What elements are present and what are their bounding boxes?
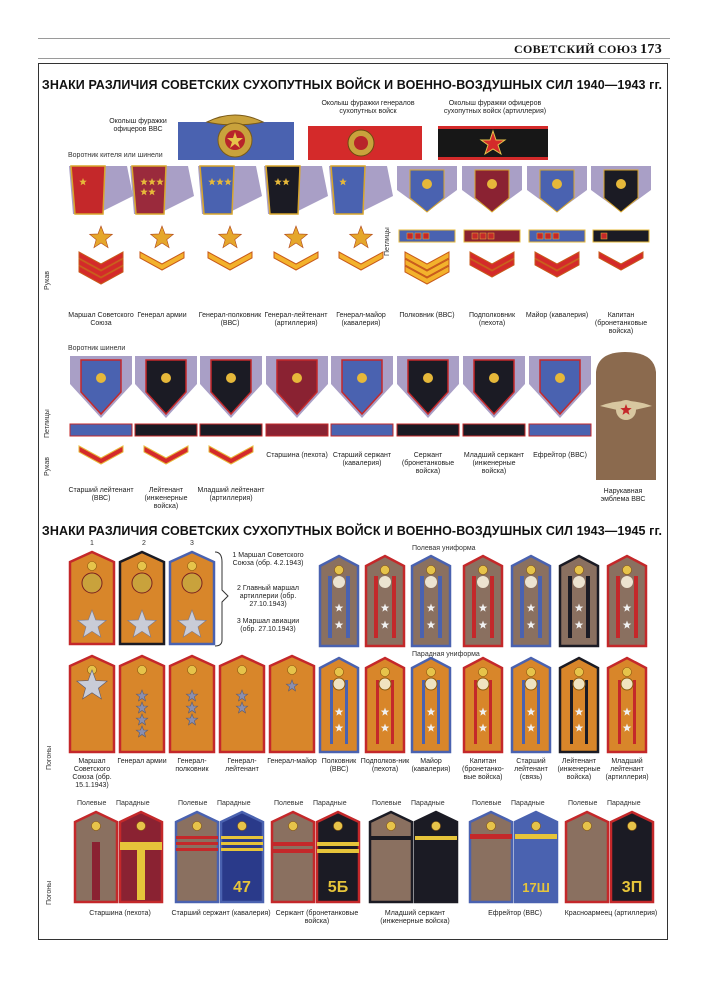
- field-officer-board-2-button: [427, 566, 436, 575]
- field-uniform-label: Полевая униформа: [412, 545, 476, 552]
- parade-label-3: Парадные: [411, 800, 445, 807]
- section-name: СОВЕТСКИЙ СОЮЗ: [514, 42, 638, 56]
- section1-title: ЗНАКИ РАЗЛИЧИЯ СОВЕТСКИХ СУХОПУТНЫХ ВОЙСК И ВОЕННО-ВОЗДУШНЫХ СИЛ 1940—1943 гг.: [41, 78, 663, 92]
- field-stripe-6: [616, 576, 620, 638]
- parade-label-4: Парадные: [511, 800, 545, 807]
- rank-caption-nco-4: Ефрейтор (ВВС): [533, 452, 587, 459]
- arm-emblem-icon: [425, 678, 437, 690]
- field-stripe-0: [328, 576, 332, 638]
- rank-caption-nco-1: Старший сержант (кавалерия): [332, 452, 392, 467]
- parade-officer-board-5-button: [575, 668, 584, 677]
- greatcoat-collar-label: Воротник шинели: [68, 345, 126, 352]
- enlisted-parade-board-5-button: [628, 822, 637, 831]
- rank-caption-1940-5: Полковник (ВВС): [399, 312, 455, 319]
- marshal-emblem-icon: [82, 573, 102, 593]
- enlisted-caption-5: Красноармеец (артиллерия): [564, 910, 658, 917]
- field-label-4: Полевые: [472, 800, 502, 807]
- parade-bar: [415, 836, 457, 840]
- parade-stripe-0: [330, 680, 333, 744]
- rank-caption-1940-0: Маршал Советского Союза: [68, 312, 134, 327]
- enlisted-parade-board-2-button: [334, 822, 343, 831]
- rank-caption-1943-1: Генерал армии: [117, 758, 167, 765]
- rank-caption-sleeve-1: Лейтенант (инженерные войска): [144, 487, 188, 510]
- marshal-emblem-icon: [132, 573, 152, 593]
- rank-caption-1943-6: Подполков-ник (пехота): [360, 758, 410, 773]
- sleeve-label-2: Рукав: [44, 457, 51, 476]
- arm-emblem-icon: [477, 576, 489, 588]
- parade-officer-board-1-button: [381, 668, 390, 677]
- rank-caption-1943-9: Старший лейтенант (связь): [514, 758, 548, 781]
- parade-uniform-label: Парадная униформа: [412, 651, 480, 658]
- parade-bar: [317, 842, 359, 846]
- field-bar: [272, 849, 314, 853]
- rank-caption-1940-2: Генерал-полковник (ВВС): [198, 312, 262, 327]
- rank-caption-1940-3: Генерал-лейтенант (артиллерия): [264, 312, 328, 327]
- parade-stripe-4: [537, 680, 540, 744]
- rank-caption-1940-4: Генерал-майор (кавалерия): [336, 312, 386, 327]
- parade-bar: [221, 842, 263, 845]
- enlisted-parade-board-0-button: [137, 822, 146, 831]
- enlisted-field-board-1-button: [193, 822, 202, 831]
- marshal-board-2-button: [138, 562, 147, 571]
- parade-label-2: Парадные: [313, 800, 347, 807]
- parade-stripe-2: [437, 680, 440, 744]
- enlisted-caption-2: Сержант (бронетанковые войска): [275, 910, 359, 925]
- general-board-2-button: [188, 666, 197, 675]
- parade-officer-board-0-button: [335, 668, 344, 677]
- marshal-note-1: 1 Маршал Советского Союза (обр. 4.2.1943): [232, 552, 304, 567]
- parade-bar: [137, 842, 145, 900]
- field-stripe-4: [538, 576, 542, 638]
- parade-stripe-1: [391, 680, 394, 744]
- parade-officer-board-2-button: [427, 668, 436, 677]
- enlisted-caption-4: Ефрейтор (ВВС): [488, 910, 542, 917]
- arm-emblem-icon: [333, 678, 345, 690]
- parade-stripe-1: [376, 680, 379, 744]
- field-officer-board-5-button: [575, 566, 584, 575]
- field-officer-board-1-button: [381, 566, 390, 575]
- parade-stripe-2: [422, 680, 425, 744]
- field-label-2: Полевые: [274, 800, 304, 807]
- parade-stripe-5: [585, 680, 588, 744]
- arm-emblem-icon: [425, 576, 437, 588]
- arm-emblem-icon: [621, 576, 633, 588]
- arm-badge-caption: Нарукавная эмблема ВВС: [600, 488, 646, 503]
- arm-emblem-icon: [573, 576, 585, 588]
- tabs-label-1: Петлицы: [384, 227, 391, 256]
- arm-emblem-icon: [621, 678, 633, 690]
- field-bar: [272, 842, 314, 846]
- rank-caption-1943-10: Лейтенант (инженерные войска): [557, 758, 601, 781]
- parade-stripe-3: [489, 680, 492, 744]
- parade-label-0: Парадные: [116, 800, 150, 807]
- rank-caption-1943-2: Генерал-полковник: [175, 758, 209, 773]
- enlisted-field-board-2-button: [289, 822, 298, 831]
- general-board-3-button: [238, 666, 247, 675]
- marshal-number-1: 1: [90, 540, 94, 547]
- field-officer-board-3-button: [479, 566, 488, 575]
- parade-stripe-0: [345, 680, 348, 744]
- marshal-note-2: 2 Главный маршал артиллерии (обр. 27.10.1943): [237, 585, 299, 608]
- page-number: 173: [640, 42, 662, 57]
- rank-caption-1943-8: Капитан (бронетанко-вые войска): [462, 758, 504, 781]
- rank-caption-1940-1: Генерал армии: [137, 312, 187, 319]
- arm-emblem-icon: [333, 576, 345, 588]
- field-officer-board-6-button: [623, 566, 632, 575]
- enlisted-parade-board-3-button: [432, 822, 441, 831]
- rank-caption-1940-6: Подполковник (пехота): [468, 312, 516, 327]
- arm-emblem-icon: [525, 678, 537, 690]
- rank-caption-1943-3: Генерал-лейтенант: [225, 758, 259, 773]
- arm-emblem-icon: [525, 576, 537, 588]
- parade-officer-board-3-button: [479, 668, 488, 677]
- rank-caption-sleeve-2: Младший лейтенант (артиллерия): [197, 487, 265, 502]
- marshal-board-3-button: [188, 562, 197, 571]
- marshal-bracket: [215, 552, 228, 646]
- field-bar: [370, 836, 412, 840]
- parade-officer-board-4-button: [527, 668, 536, 677]
- field-stripe-2: [420, 576, 424, 638]
- cap-band-caption-2: Околыш фуражки генералов сухопутных войск: [321, 100, 415, 115]
- parade-stripe-6: [618, 680, 621, 744]
- arm-emblem-icon: [573, 678, 585, 690]
- rank-caption-sleeve-0: Старший лейтенант (ВВС): [68, 487, 134, 502]
- parade-bar: [515, 834, 557, 839]
- field-stripe-5: [586, 576, 590, 638]
- rank-caption-nco-2: Сержант (бронетанковые войска): [401, 452, 455, 475]
- enlisted-field-board-4-button: [487, 822, 496, 831]
- field-label-5: Полевые: [568, 800, 598, 807]
- shoulder-label-2: Погоны: [46, 880, 53, 905]
- parade-stripe-5: [570, 680, 573, 744]
- rank-caption-1943-7: Майор (кавалерия): [411, 758, 451, 773]
- field-stripe-0: [346, 576, 350, 638]
- field-label-3: Полевые: [372, 800, 402, 807]
- enlisted-caption-0: Старшина (пехота): [89, 910, 151, 917]
- enlisted-caption-3: Младший сержант (инженерные войска): [380, 910, 450, 925]
- rank-caption-1943-4: Генерал-майор: [267, 758, 317, 765]
- enlisted-field-board-0-button: [92, 822, 101, 831]
- parade-label-1: Парадные: [217, 800, 251, 807]
- marshal-number-2: 2: [142, 540, 146, 547]
- field-bar: [176, 836, 218, 839]
- field-label-0: Полевые: [77, 800, 107, 807]
- parade-stripe-4: [522, 680, 525, 744]
- enlisted-field-board-5-button: [583, 822, 592, 831]
- enlisted-parade-board-4-button: [532, 822, 541, 831]
- marshal-number-3: 3: [190, 540, 194, 547]
- rank-caption-1940-7: Майор (кавалерия): [525, 312, 589, 319]
- field-stripe-3: [490, 576, 494, 638]
- field-officer-board-0-button: [335, 566, 344, 575]
- parade-label-5: Парадные: [607, 800, 641, 807]
- strap-number-2: 5Б: [327, 879, 349, 896]
- enlisted-caption-1: Старший сержант (кавалерия): [171, 910, 271, 917]
- rank-caption-1943-11: Младший лейтенант (артиллерия): [605, 758, 649, 781]
- field-bar: [92, 842, 100, 900]
- cap-band-caption-1: Околыш фуражки офицеров ВВС: [109, 118, 167, 133]
- strap-number-5: 3П: [621, 879, 643, 896]
- field-stripe-4: [520, 576, 524, 638]
- field-officer-board-4-button: [527, 566, 536, 575]
- marshal-emblem-icon: [182, 573, 202, 593]
- strap-number-1: 47: [233, 879, 251, 896]
- field-stripe-6: [634, 576, 638, 638]
- field-stripe-2: [438, 576, 442, 638]
- rank-caption-1943-0: Маршал Советского Союза (обр. 15.1.1943): [72, 758, 112, 789]
- rank-caption-nco-3: Младший сержант (инженерные войска): [463, 452, 525, 475]
- field-bar: [176, 842, 218, 845]
- field-label-1: Полевые: [178, 800, 208, 807]
- sleeve-label-1: Рукав: [44, 271, 51, 290]
- arm-emblem-icon: [477, 678, 489, 690]
- parade-bar: [221, 836, 263, 839]
- marshal-note-3: 3 Маршал авиации (обр. 27.10.1943): [236, 618, 300, 633]
- strap-number-4: 17Ш: [522, 880, 550, 895]
- field-stripe-1: [374, 576, 378, 638]
- cap-band-caption-3: Околыш фуражки офицеров сухопутных войск (артиллерия): [443, 100, 547, 115]
- enlisted-field-board-3-button: [387, 822, 396, 831]
- field-stripe-1: [392, 576, 396, 638]
- shoulder-label-1: Погоны: [46, 745, 53, 770]
- general-board-4-button: [288, 666, 297, 675]
- parade-bar: [317, 849, 359, 853]
- rank-caption-1940-8: Капитан (бронетанковые войска): [594, 312, 648, 335]
- rank-caption-1943-5: Полковник (ВВС): [321, 758, 357, 773]
- parade-stripe-6: [633, 680, 636, 744]
- parade-bar: [221, 848, 263, 851]
- rank-caption-nco-0: Старшина (пехота): [266, 452, 328, 459]
- field-bar: [176, 848, 218, 851]
- enlisted-parade-board-1-button: [238, 822, 247, 831]
- parade-stripe-3: [474, 680, 477, 744]
- general-board-1-button: [138, 666, 147, 675]
- field-bar: [470, 834, 512, 839]
- parade-officer-board-6-button: [623, 668, 632, 677]
- arm-emblem-icon: [379, 576, 391, 588]
- section2-title: ЗНАКИ РАЗЛИЧИЯ СОВЕТСКИХ СУХОПУТНЫХ ВОЙСК И ВОЕННО-ВОЗДУШНЫХ СИЛ 1943—1945 гг.: [41, 524, 663, 538]
- field-stripe-3: [472, 576, 476, 638]
- field-stripe-5: [568, 576, 572, 638]
- marshal-board-1-button: [88, 562, 97, 571]
- tabs-label-2: Петлицы: [44, 409, 51, 438]
- arm-emblem-icon: [379, 678, 391, 690]
- collar-label: Воротник кителя или шинели: [68, 152, 163, 159]
